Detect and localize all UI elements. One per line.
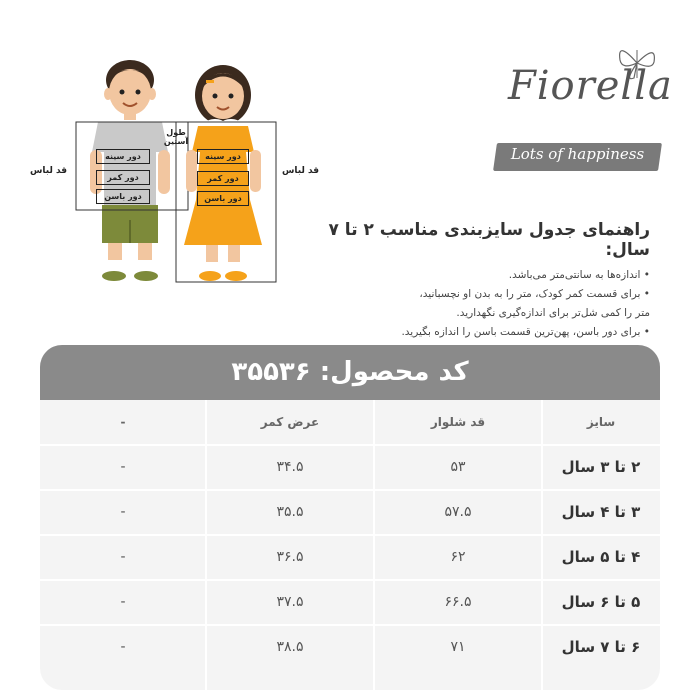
brand-tagline: Lots of happiness [510,145,645,163]
boy-chest-label: دور سینه [96,149,150,164]
row-divider [40,579,660,581]
table-row [40,490,660,535]
guide-line: • برای دور باسن، پهن‌ترین قسمت باسن را اندازه بگیرید. [401,326,650,338]
guide-line: • برای قسمت کمر کودک، متر را به بدن او نچسبانید، [419,288,650,300]
size-guide-text [310,220,650,342]
row-pant-length: ۷۱ [450,639,466,655]
row-extra: - [120,639,126,655]
guide-title: راهنمای جدول سایزبندی مناسب ۲ تا ۷ سال: [328,220,650,260]
header-pant-length: قد شلوار [430,415,486,429]
header-empty: - [120,415,126,429]
column-divider [541,400,543,690]
girl-hip-label: دور باسن [197,191,249,206]
brand-logo [490,38,673,178]
header-waist-width: عرض کمر [260,415,320,429]
table-row [40,580,660,625]
row-pant-length: ۶۶.۵ [444,594,472,610]
boy-hip-label: دور باسن [96,189,150,204]
table-header-row [40,400,660,445]
row-waist-width: ۳۴.۵ [276,459,304,475]
guide-line: متر را کمی شل‌تر برای اندازه‌گیری نگهدارید. [456,307,650,319]
row-size: ۶ تا ۷ سال [561,638,641,656]
girl-waist-label: دور کمر [197,171,249,186]
column-divider [205,400,207,690]
girl-chest-label: دور سینه [197,149,249,164]
guide-line: • اندازه‌ها به سانتی‌متر می‌باشد. [508,269,650,281]
row-pant-length: ۵۳ [450,459,466,475]
row-size: ۳ تا ۴ سال [561,503,641,521]
row-waist-width: ۳۸.۵ [276,639,304,655]
row-extra: - [120,549,126,565]
row-waist-width: ۳۶.۵ [276,549,304,565]
brand-name: Fiorella [508,63,673,109]
row-size: ۵ تا ۶ سال [561,593,641,611]
boy-length-label: قد لباس [30,166,68,176]
row-extra: - [120,459,126,475]
row-divider [40,534,660,536]
boy-waist-label: دور کمر [96,170,150,185]
row-waist-width: ۳۵.۵ [276,504,304,520]
row-size: ۲ تا ۳ سال [561,458,641,476]
row-divider [40,489,660,491]
column-divider [373,400,375,690]
table-row [40,625,660,670]
boy-sleeve-label: طول آستین [163,128,189,146]
row-divider [40,444,660,446]
row-size: ۴ تا ۵ سال [561,548,641,566]
table-row [40,535,660,580]
row-pant-length: ۵۷.۵ [444,504,472,520]
girl-length-label: قد لباس [282,166,320,176]
table-row [40,445,660,490]
girl-figure [170,40,300,300]
row-divider [40,624,660,626]
product-code-title: کد محصول: ۳۵۵۳۶ [40,345,660,400]
header-size: سایز [586,415,616,429]
row-extra: - [120,504,126,520]
row-waist-width: ۳۷.۵ [276,594,304,610]
girl-illustration-icon [170,40,300,300]
row-pant-length: ۶۲ [450,549,466,565]
size-table-card [40,345,660,690]
row-extra: - [120,594,126,610]
